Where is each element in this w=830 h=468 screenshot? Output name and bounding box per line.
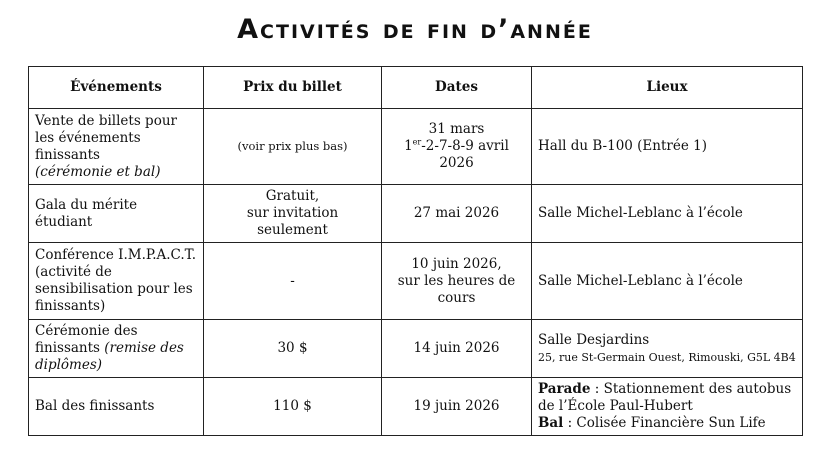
event-cell: Gala du mérite étudiant: [29, 185, 204, 243]
header-price: Prix du billet: [204, 67, 382, 109]
date-cell: [382, 109, 532, 185]
date-cell: 27 mai 2026: [382, 185, 532, 243]
price-cell: 110 $: [204, 378, 382, 436]
price-cell: -: [204, 243, 382, 320]
event-name: Vente de billets pour les événements finissants: [35, 112, 177, 163]
event-note: (remise des diplômes): [35, 340, 184, 373]
event-note: (cérémonie et bal): [35, 163, 161, 180]
activities-table: [28, 66, 803, 436]
event-cell: Conférence I.M.P.A.C.T. (activité de sensibilisation pour les finissants): [29, 243, 204, 320]
date-days: -2-7-8-9 avril: [421, 138, 509, 154]
event-cell: Bal des finissants: [29, 378, 204, 436]
place-cell: Salle Michel-Leblanc à l’école: [532, 185, 803, 243]
table-row: [29, 378, 803, 436]
table-row: [29, 109, 803, 185]
date-cell: [382, 243, 532, 320]
price-cell: [204, 185, 382, 243]
bal-text: : Colisée Financière Sun Life: [563, 415, 766, 431]
date-line: sur les heures de cours: [397, 272, 516, 306]
place-cell: [532, 320, 803, 378]
page-title: Activités de fin d’année: [237, 14, 593, 45]
date-day: 1: [404, 138, 413, 154]
place-cell: Salle Michel-Leblanc à l’école: [532, 243, 803, 320]
event-cell: [29, 320, 204, 378]
price-line: sur invitation seulement: [246, 205, 339, 238]
price-cell: (voir prix plus bas): [204, 109, 382, 185]
table-row: [29, 243, 803, 320]
place-cell: [532, 378, 803, 436]
place-name: Salle Desjardins: [538, 331, 650, 348]
table-row: [29, 320, 803, 378]
date-cell: 14 juin 2026: [382, 320, 532, 378]
place-cell: Hall du B-100 (Entrée 1): [532, 109, 803, 185]
table-row: [29, 185, 803, 243]
event-cell: [29, 109, 204, 185]
parade-text: : Stationnement des autobus de l’École Paul-Hubert: [538, 381, 792, 414]
event-name: Cérémonie des finissants: [35, 323, 138, 356]
parade-label: Parade: [538, 381, 591, 397]
date-superscript: er: [412, 137, 422, 147]
date-year: 2026: [439, 155, 474, 171]
place-address: 25, rue St-Germain Ouest, Rimouski, G5L 4B4: [538, 350, 796, 364]
header-places: Lieux: [532, 67, 803, 109]
date-line: 10 juin 2026,: [411, 255, 502, 272]
header-events: Événements: [29, 67, 204, 109]
price-line: Gratuit,: [265, 188, 320, 204]
date-line: 31 mars: [428, 121, 485, 137]
bal-label: Bal: [538, 415, 564, 431]
price-cell: 30 $: [204, 320, 382, 378]
header-row: [29, 67, 803, 109]
header-dates: Dates: [382, 67, 532, 109]
date-cell: 19 juin 2026: [382, 378, 532, 436]
